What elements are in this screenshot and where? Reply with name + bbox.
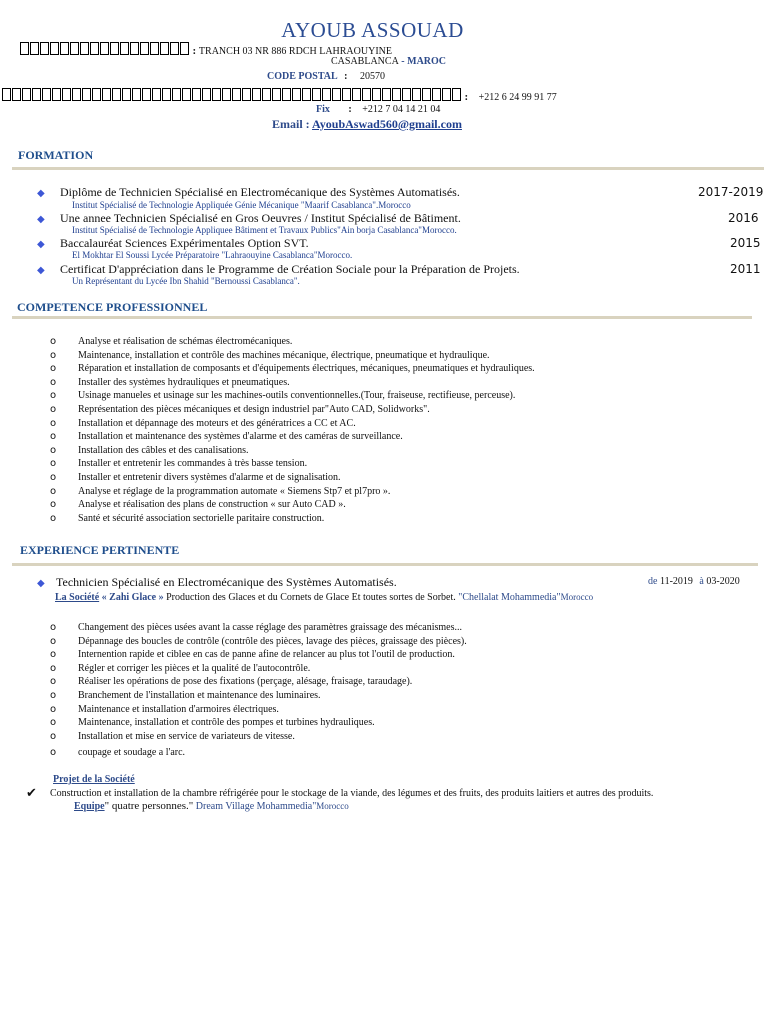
formation-title: Baccalauréat Sciences Expérimentales Option SVT. [60,236,309,250]
formation-year: 2017-2019 [698,185,764,199]
diamond-bullet-icon: ◆ [37,188,45,199]
list-item: o Analyse et réglage de la programmation automate « Siemens Stp7 et pl7pro ». [50,485,391,497]
job-dates [648,576,740,587]
formation-institution: Institut Spécialisé de Technologie Appliquee Bâtiment et Travaux Publics"Ain borja Casablanca"Morocco. [72,225,457,235]
address-city: CASABLANCA [331,56,399,67]
list-item: o Dépannage des boucles de contrôle (contrôle des pièces, lavage des pièces, graissage des pièces). [50,635,467,647]
missing-glyph-row [20,46,190,57]
diamond-bullet-icon: ◆ [37,239,45,250]
list-item: o Régler et corriger les pièces et la qualité de l'autocontrôle. [50,662,311,674]
team-country: Morocco [316,801,349,811]
section-divider [12,316,752,319]
competence-list [50,335,760,525]
date-to: 03-2020 [706,576,740,587]
list-item: o Branchement de l'installation et maintenance des luminaires. [50,689,321,701]
diamond-bullet-icon: ◆ [37,578,45,589]
list-item: o Analyse et réalisation de schémas électromécaniques. [50,336,293,347]
list-item: o Installer et entretenir divers systèmes d'alarme et de signalisation. [50,471,341,483]
list-item: o Installer et entretenir les commandes à très basse tension. [50,458,308,470]
list-item: o Internention rapide et ciblee en cas de panne afine de relancer au plus tot l'outil de production. [50,649,455,661]
formation-title: Diplôme de Technicien Spécialisé en Electromécanique des Systèmes Automatisés. [60,185,460,199]
project-description: Construction et installation de la chambre réfrigérée pour le stockage de la viande, des légumes et des fruits, des produits laitiers et autres des produits. [50,788,654,799]
fix-line [316,104,440,115]
list-item: o Installation des câbles et des canalisations. [50,444,249,456]
team-label: Equipe [74,801,105,812]
fix-value: +212 7 04 14 21 04 [362,104,441,115]
section-divider [12,167,764,170]
list-item: o Changement des pièces usées avant la casse réglage des paramètres graissage des mécanismes... [50,622,463,633]
company-desc: Production des Glaces et du Cornets de Glace Et toutes sortes de Sorbet. [163,592,459,603]
company-label: La Société [55,592,100,603]
email-label: Email : [272,117,313,131]
formation-title: Une annee Technicien Spécialisé en Gros Oeuvres / Institut Spécialisé de Bâtiment. [60,211,461,225]
list-item: o Maintenance, installation et contrôle des machines mécanique, électrique, pneumatique et hydraulique. [50,349,490,361]
company-line [55,592,593,603]
phone-line [2,88,557,103]
email-link[interactable]: AyoubAswad560@gmail.com [312,117,462,131]
check-icon: ✔ [26,785,37,800]
address-line1: TRANCH 03 NR 886 RDCH LAHRAOUYINE [198,46,392,57]
date-de: de [648,576,658,587]
diamond-bullet-icon: ◆ [37,214,45,225]
company-place: "Chellalat Mohammedia" [458,592,561,603]
competence-heading: COMPETENCE PROFESSIONNEL [17,300,208,314]
formation-year: 2015 [730,236,761,250]
diamond-bullet-icon: ◆ [37,265,45,276]
postal-label: CODE POSTAL [267,71,338,82]
list-item: o Analyse et réalisation des plans de construction « sur Auto CAD ». [50,499,346,511]
formation-institution: El Mokhtar El Soussi Lycée Préparatoire "Lahraouyine Casablanca"Morocco. [72,250,353,260]
list-item: o Réparation et installation de composants et d'équipements électriques, mécaniques, pneumatiques et hydrauliques. [50,363,535,375]
formation-title: Certificat D'appréciation dans le Programme de Création Sociale pour la Préparation de Projets. [60,262,520,276]
address-country: - MAROC [398,56,447,67]
address-line-1 [20,42,392,57]
list-item: o Installation et maintenance des systèmes d'alarme et des caméras de surveillance. [50,431,403,443]
phone-sep: : [464,91,469,103]
candidate-name: AYOUB ASSOUAD [281,18,464,42]
job-title: Technicien Spécialisé en Electromécanique des Systèmes Automatisés. [56,575,397,589]
experience-heading: EXPERIENCE PERTINENTE [20,543,180,557]
fix-label: Fix [316,104,330,115]
address-line-2 [331,56,446,67]
list-item: o Réaliser les opérations de pose des fixations (perçage, alésage, fraisage, taraudage). [50,676,413,688]
project-heading [53,774,135,785]
list-item: o Installation et dépannage des moteurs et des génératrices a CC et AC. [50,417,356,429]
list-item: o coupage et soudage a l'arc. [50,747,186,759]
list-item: o Usinage manueles et usinage sur les machines-outils conventionnelles.(Tour, fraiseuse, rectifieuse, perceuse). [50,390,516,402]
formation-year: 2011 [730,262,761,276]
team-line [74,800,349,812]
missing-glyph-row-2 [2,92,462,103]
experience-list [50,621,760,760]
list-item: o Maintenance, installation et contrôle des pompes et turbines hydrauliques. [50,717,375,729]
project-label: Projet de la Société [53,774,135,785]
address-label: : [192,45,199,57]
postal-value: 20570 [360,71,386,82]
formation-institution: Un Représentant du Lycée Ibn Shahid "Bernoussi Casablanca". [72,276,300,286]
phone-value: +212 6 24 99 91 77 [478,92,557,103]
formation-institution: Institut Spécialisé de Technologie Appliquée Génie Mécanique "Maarif Casablanca".Morocco [72,200,411,210]
formation-year: 2016 [728,211,759,225]
team-text: " quatre personnes." [104,800,194,812]
fix-sep: : [348,104,352,115]
company-name: « Zahi Glace » [101,592,164,603]
postal-sep: : [344,71,348,82]
date-from: 11-2019 [659,576,693,587]
team-place: Dream Village Mohammedia" [193,801,317,812]
company-country: Morocco [560,592,594,602]
email-line [272,117,462,132]
list-item: o Maintenance et installation d'armoires électriques. [50,703,279,715]
list-item: o Installer des systèmes hydrauliques et pneumatiques. [50,376,290,388]
date-a: à [699,576,704,587]
formation-heading: FORMATION [18,148,94,162]
list-item: o Représentation des pièces mécaniques et design industriel par"Auto CAD, Solidworks". [50,403,430,415]
list-item: o Installation et mise en service de variateurs de vitesse. [50,730,295,742]
list-item: o Santé et sécurité association sectorielle paritaire construction. [50,512,325,524]
section-divider [12,563,758,566]
postal-code-line [267,71,385,82]
